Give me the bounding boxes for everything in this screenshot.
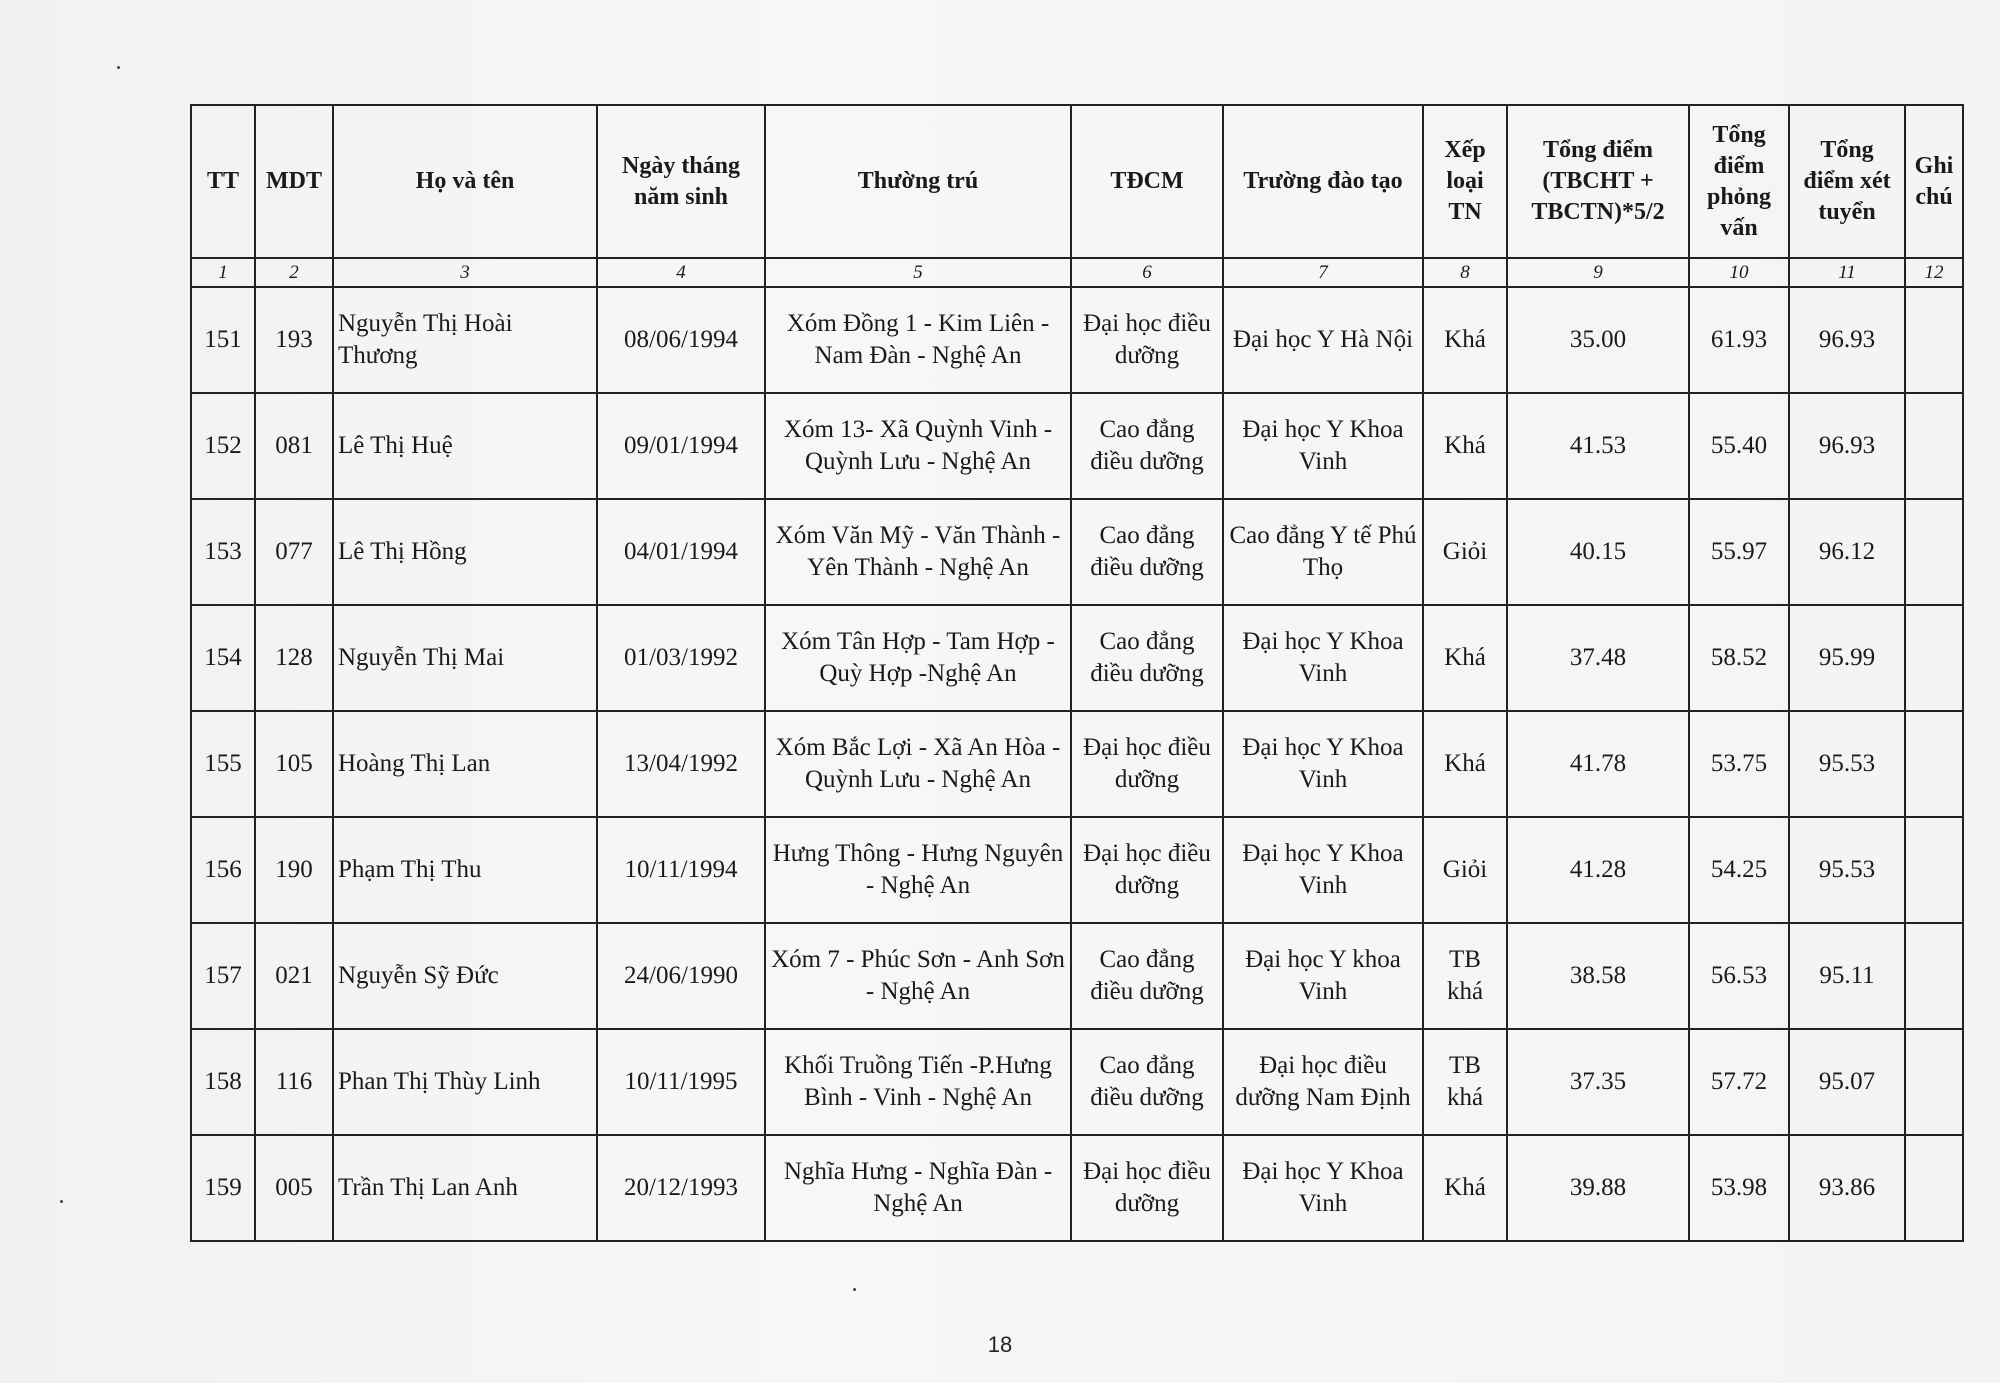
cell-grade: Giỏi — [1423, 499, 1507, 605]
cell-tt: 151 — [191, 287, 255, 393]
cell-note — [1905, 393, 1963, 499]
table-row — [191, 605, 1963, 711]
cell-note — [1905, 605, 1963, 711]
column-number: 8 — [1423, 258, 1507, 287]
cell-interview-score: 54.25 — [1689, 817, 1789, 923]
cell-mdt: 021 — [255, 923, 333, 1029]
scan-speck — [60, 1200, 63, 1203]
column-header: Tổng điểm (TBCHT + TBCTN)*5/2 — [1507, 105, 1689, 258]
cell-full-name: Trần Thị Lan Anh — [333, 1135, 597, 1241]
cell-school: Đại học Y Khoa Vinh — [1223, 711, 1423, 817]
cell-residence: Xóm Tân Hợp - Tam Hợp - Quỳ Hợp -Nghệ An — [765, 605, 1071, 711]
cell-interview-score: 55.40 — [1689, 393, 1789, 499]
column-number: 9 — [1507, 258, 1689, 287]
table-row — [191, 1029, 1963, 1135]
cell-final-score: 95.53 — [1789, 817, 1905, 923]
cell-interview-score: 56.53 — [1689, 923, 1789, 1029]
column-header: MDT — [255, 105, 333, 258]
table-row — [191, 711, 1963, 817]
scan-speck — [853, 1288, 856, 1291]
cell-birth-date: 13/04/1992 — [597, 711, 765, 817]
cell-grade: Giỏi — [1423, 817, 1507, 923]
column-number: 10 — [1689, 258, 1789, 287]
cell-full-name: Lê Thị Huệ — [333, 393, 597, 499]
cell-school: Đại học Y Khoa Vinh — [1223, 605, 1423, 711]
cell-total-score: 35.00 — [1507, 287, 1689, 393]
cell-qualification: Đại học điều dưỡng — [1071, 287, 1223, 393]
cell-final-score: 95.53 — [1789, 711, 1905, 817]
cell-school: Đại học Y khoa Vinh — [1223, 923, 1423, 1029]
column-number: 3 — [333, 258, 597, 287]
cell-grade: Khá — [1423, 287, 1507, 393]
table-row — [191, 817, 1963, 923]
scan-speck — [117, 66, 120, 69]
cell-full-name: Nguyễn Sỹ Đức — [333, 923, 597, 1029]
cell-birth-date: 04/01/1994 — [597, 499, 765, 605]
cell-residence: Xóm 7 - Phúc Sơn - Anh Sơn - Nghệ An — [765, 923, 1071, 1029]
cell-residence: Xóm Văn Mỹ - Văn Thành - Yên Thành - Nghệ An — [765, 499, 1071, 605]
column-number-row — [191, 258, 1963, 287]
table-row — [191, 1135, 1963, 1241]
cell-qualification: Cao đẳng điều dưỡng — [1071, 499, 1223, 605]
column-number: 6 — [1071, 258, 1223, 287]
cell-note — [1905, 499, 1963, 605]
cell-residence: Khối Truồng Tiến -P.Hưng Bình - Vinh - Nghệ An — [765, 1029, 1071, 1135]
table-body — [191, 287, 1963, 1241]
cell-birth-date: 24/06/1990 — [597, 923, 765, 1029]
column-header: Tổng điểm xét tuyển — [1789, 105, 1905, 258]
cell-final-score: 95.11 — [1789, 923, 1905, 1029]
cell-total-score: 37.35 — [1507, 1029, 1689, 1135]
cell-tt: 155 — [191, 711, 255, 817]
cell-qualification: Cao đẳng điều dưỡng — [1071, 605, 1223, 711]
cell-birth-date: 20/12/1993 — [597, 1135, 765, 1241]
column-header: Trường đào tạo — [1223, 105, 1423, 258]
cell-mdt: 005 — [255, 1135, 333, 1241]
cell-tt: 158 — [191, 1029, 255, 1135]
cell-interview-score: 57.72 — [1689, 1029, 1789, 1135]
cell-birth-date: 09/01/1994 — [597, 393, 765, 499]
cell-full-name: Hoàng Thị Lan — [333, 711, 597, 817]
cell-grade: TB khá — [1423, 1029, 1507, 1135]
cell-grade: TB khá — [1423, 923, 1507, 1029]
table-row — [191, 287, 1963, 393]
cell-residence: Xóm 13- Xã Quỳnh Vinh - Quỳnh Lưu - Nghệ An — [765, 393, 1071, 499]
cell-full-name: Nguyễn Thị Hoài Thương — [333, 287, 597, 393]
cell-grade: Khá — [1423, 393, 1507, 499]
cell-tt: 153 — [191, 499, 255, 605]
cell-full-name: Phạm Thị Thu — [333, 817, 597, 923]
column-header: TĐCM — [1071, 105, 1223, 258]
cell-tt: 157 — [191, 923, 255, 1029]
cell-final-score: 96.93 — [1789, 393, 1905, 499]
column-number: 5 — [765, 258, 1071, 287]
cell-final-score: 95.99 — [1789, 605, 1905, 711]
cell-total-score: 41.28 — [1507, 817, 1689, 923]
cell-note — [1905, 817, 1963, 923]
cell-final-score: 95.07 — [1789, 1029, 1905, 1135]
cell-school: Đại học Y Hà Nội — [1223, 287, 1423, 393]
cell-birth-date: 10/11/1994 — [597, 817, 765, 923]
cell-qualification: Đại học điều dưỡng — [1071, 711, 1223, 817]
column-number: 12 — [1905, 258, 1963, 287]
cell-qualification: Cao đẳng điều dưỡng — [1071, 923, 1223, 1029]
cell-interview-score: 55.97 — [1689, 499, 1789, 605]
column-header: Xếp loại TN — [1423, 105, 1507, 258]
table-row — [191, 923, 1963, 1029]
cell-school: Cao đẳng Y tế Phú Thọ — [1223, 499, 1423, 605]
cell-note — [1905, 1029, 1963, 1135]
cell-full-name: Nguyễn Thị Mai — [333, 605, 597, 711]
cell-residence: Nghĩa Hưng - Nghĩa Đàn - Nghệ An — [765, 1135, 1071, 1241]
page-number: 18 — [987, 1332, 1013, 1357]
cell-qualification: Cao đẳng điều dưỡng — [1071, 393, 1223, 499]
cell-note — [1905, 1135, 1963, 1241]
cell-tt: 159 — [191, 1135, 255, 1241]
cell-final-score: 96.12 — [1789, 499, 1905, 605]
cell-total-score: 38.58 — [1507, 923, 1689, 1029]
column-header: Ngày tháng năm sinh — [597, 105, 765, 258]
cell-total-score: 39.88 — [1507, 1135, 1689, 1241]
cell-mdt: 190 — [255, 817, 333, 923]
cell-school: Đại học Y Khoa Vinh — [1223, 817, 1423, 923]
cell-residence: Xóm Bắc Lợi - Xã An Hòa - Quỳnh Lưu - Nghệ An — [765, 711, 1071, 817]
cell-mdt: 105 — [255, 711, 333, 817]
cell-tt: 152 — [191, 393, 255, 499]
table-row — [191, 393, 1963, 499]
column-number: 2 — [255, 258, 333, 287]
cell-tt: 156 — [191, 817, 255, 923]
cell-mdt: 116 — [255, 1029, 333, 1135]
cell-total-score: 41.53 — [1507, 393, 1689, 499]
cell-school: Đại học Y Khoa Vinh — [1223, 1135, 1423, 1241]
cell-full-name: Lê Thị Hồng — [333, 499, 597, 605]
cell-grade: Khá — [1423, 605, 1507, 711]
cell-interview-score: 61.93 — [1689, 287, 1789, 393]
column-number: 7 — [1223, 258, 1423, 287]
cell-mdt: 081 — [255, 393, 333, 499]
cell-final-score: 96.93 — [1789, 287, 1905, 393]
cell-school: Đại học Y Khoa Vinh — [1223, 393, 1423, 499]
cell-note — [1905, 287, 1963, 393]
cell-total-score: 37.48 — [1507, 605, 1689, 711]
cell-interview-score: 58.52 — [1689, 605, 1789, 711]
cell-total-score: 40.15 — [1507, 499, 1689, 605]
cell-tt: 154 — [191, 605, 255, 711]
cell-grade: Khá — [1423, 711, 1507, 817]
cell-mdt: 193 — [255, 287, 333, 393]
column-header: TT — [191, 105, 255, 258]
cell-birth-date: 08/06/1994 — [597, 287, 765, 393]
cell-residence: Hưng Thông - Hưng Nguyên - Nghệ An — [765, 817, 1071, 923]
cell-school: Đại học điều dưỡng Nam Định — [1223, 1029, 1423, 1135]
column-header: Thường trú — [765, 105, 1071, 258]
cell-grade: Khá — [1423, 1135, 1507, 1241]
cell-mdt: 128 — [255, 605, 333, 711]
column-number: 11 — [1789, 258, 1905, 287]
cell-interview-score: 53.98 — [1689, 1135, 1789, 1241]
cell-note — [1905, 923, 1963, 1029]
cell-final-score: 93.86 — [1789, 1135, 1905, 1241]
column-header: Ghi chú — [1905, 105, 1963, 258]
column-header: Họ và tên — [333, 105, 597, 258]
column-header: Tổng điểm phỏng vấn — [1689, 105, 1789, 258]
cell-interview-score: 53.75 — [1689, 711, 1789, 817]
cell-qualification: Cao đẳng điều dưỡng — [1071, 1029, 1223, 1135]
cell-residence: Xóm Đồng 1 - Kim Liên - Nam Đàn - Nghệ An — [765, 287, 1071, 393]
column-number: 1 — [191, 258, 255, 287]
column-number: 4 — [597, 258, 765, 287]
table-row — [191, 499, 1963, 605]
cell-birth-date: 01/03/1992 — [597, 605, 765, 711]
table-header-row — [191, 105, 1963, 258]
cell-qualification: Đại học điều dưỡng — [1071, 1135, 1223, 1241]
cell-mdt: 077 — [255, 499, 333, 605]
cell-full-name: Phan Thị Thùy Linh — [333, 1029, 597, 1135]
candidate-results-table — [190, 104, 1964, 1242]
cell-birth-date: 10/11/1995 — [597, 1029, 765, 1135]
cell-note — [1905, 711, 1963, 817]
cell-total-score: 41.78 — [1507, 711, 1689, 817]
cell-qualification: Đại học điều dưỡng — [1071, 817, 1223, 923]
